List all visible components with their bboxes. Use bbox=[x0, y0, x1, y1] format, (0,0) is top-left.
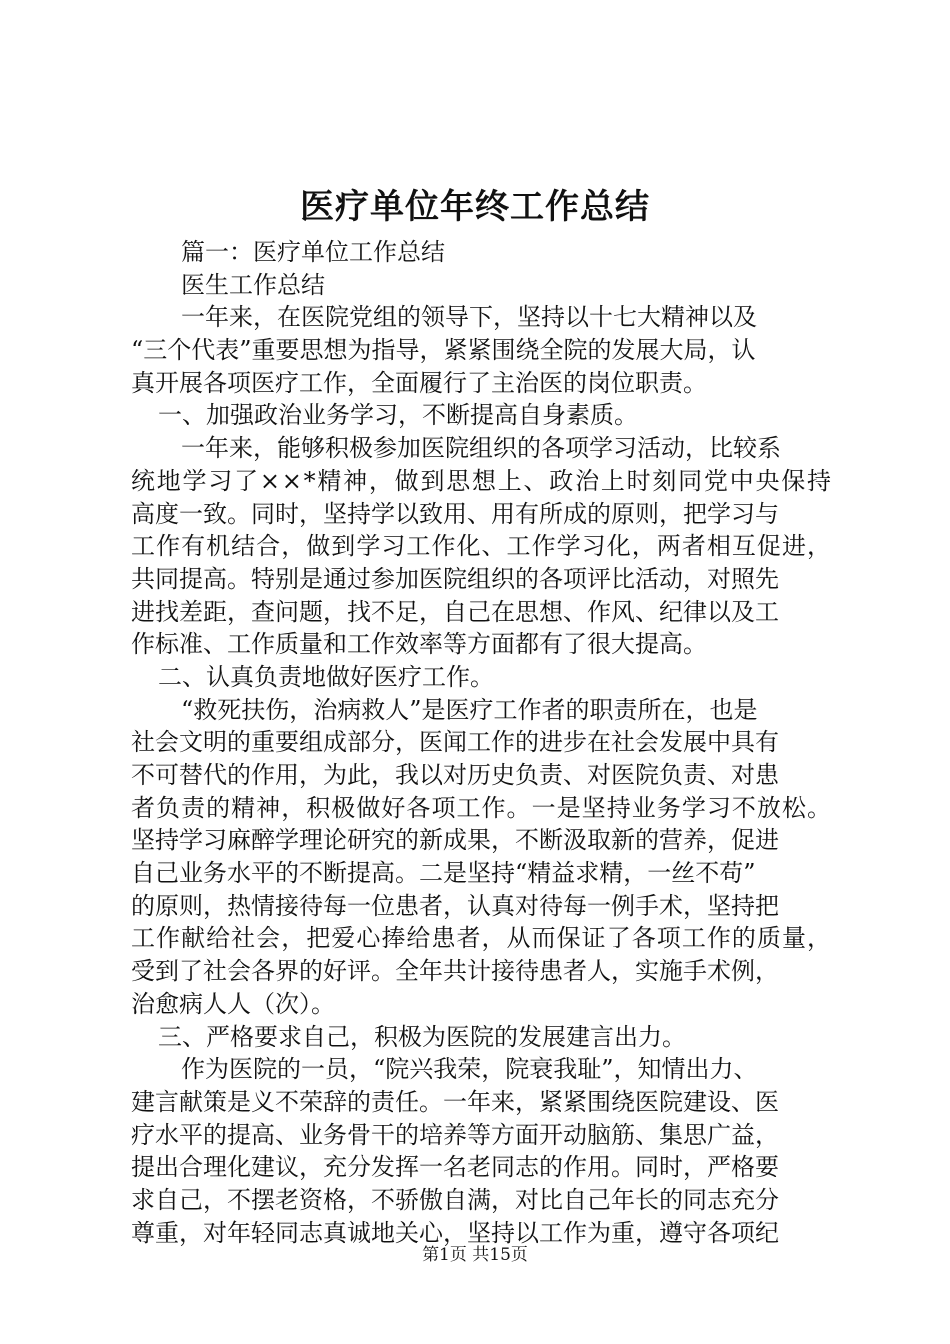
text-line-content: 二、认真负责地做好医疗工作。 bbox=[158, 662, 494, 691]
text-line-content: 一、加强政治业务学习，不断提高自身素质。 bbox=[158, 401, 638, 430]
text-line-content: 进找差距，查问题，找不足，自己在思想、作风、纪律以及工 bbox=[131, 597, 779, 626]
text-line bbox=[131, 530, 831, 563]
text-line bbox=[131, 955, 831, 988]
text-line-content: “三个代表”重要思想为指导，紧紧围绕全院的发展大局，认 bbox=[131, 336, 756, 365]
text-line-content: 统地学习了××*精神，做到思想上、政治上时刻同党中央保持 bbox=[131, 466, 833, 495]
text-line bbox=[131, 661, 831, 694]
text-line-content: 尊重，对年轻同志真诚地关心，坚持以工作为重，遵守各项纪 bbox=[131, 1218, 779, 1247]
text-line bbox=[131, 563, 831, 596]
text-line-content: 自己业务水平的不断提高。二是坚持“精益求精，一丝不苟” bbox=[131, 859, 756, 888]
text-line bbox=[131, 1021, 831, 1054]
document-body bbox=[131, 236, 831, 1249]
text-line bbox=[131, 367, 831, 400]
text-line-content: 坚持学习麻醉学理论研究的新成果，不断汲取新的营养，促进 bbox=[131, 826, 779, 855]
text-line bbox=[131, 759, 831, 792]
text-line-content: 求自己，不摆老资格，不骄傲自满，对比自己年长的同志充分 bbox=[131, 1185, 779, 1214]
text-line bbox=[131, 1119, 831, 1152]
text-line bbox=[131, 1053, 831, 1086]
page-footer: 第1页 共15页 bbox=[422, 1245, 528, 1265]
text-line bbox=[131, 498, 831, 531]
text-line bbox=[131, 1086, 831, 1119]
text-line-content: 三、严格要求自己，积极为医院的发展建言出力。 bbox=[158, 1022, 686, 1051]
text-line bbox=[131, 399, 831, 432]
text-line bbox=[131, 628, 831, 661]
text-line bbox=[131, 269, 831, 302]
text-line bbox=[131, 1184, 831, 1217]
text-line-content: 一年来，在医院党组的领导下，坚持以十七大精神以及 bbox=[181, 303, 757, 332]
text-line bbox=[131, 988, 831, 1021]
text-line-content: 社会文明的重要组成部分，医闻工作的进步在社会发展中具有 bbox=[131, 728, 779, 757]
text-line bbox=[131, 694, 831, 727]
text-line-content: 医生工作总结 bbox=[181, 270, 325, 299]
text-line bbox=[131, 857, 831, 890]
text-line-content: 工作有机结合，做到学习工作化、工作学习化，两者相互促进， bbox=[131, 532, 833, 561]
text-line-content: 作标准、工作质量和工作效率等方面都有了很大提高。 bbox=[131, 630, 707, 659]
text-line-content: 共同提高。特别是通过参加医院组织的各项评比活动，对照先 bbox=[131, 564, 779, 593]
text-line-content: 的原则，热情接待每一位患者，认真对待每一例手术，坚持把 bbox=[131, 891, 779, 920]
text-line bbox=[131, 596, 831, 629]
text-line-content: 建言献策是义不荣辞的责任。一年来，紧紧围绕医院建设、医 bbox=[131, 1087, 779, 1116]
text-line bbox=[131, 432, 831, 465]
text-line bbox=[131, 824, 831, 857]
text-line-content: 真开展各项医疗工作，全面履行了主治医的岗位职责。 bbox=[131, 368, 707, 397]
text-line bbox=[131, 922, 831, 955]
text-line-content: 篇一：医疗单位工作总结 bbox=[181, 238, 445, 266]
text-line bbox=[131, 334, 831, 367]
text-line-content: 工作献给社会，把爱心捧给患者，从而保证了各项工作的质量， bbox=[131, 924, 833, 953]
text-line-content: 治愈病人人（次）。 bbox=[131, 989, 335, 1018]
text-line bbox=[131, 465, 831, 498]
text-line bbox=[131, 301, 831, 334]
document-title: 医疗单位年终工作总结 bbox=[300, 187, 650, 227]
text-line-content: 一年来，能够积极参加医院组织的各项学习活动，比较系 bbox=[181, 434, 781, 463]
text-line bbox=[131, 890, 831, 923]
text-line bbox=[131, 726, 831, 759]
text-line-content: 高度一致。同时，坚持学以致用、用有所成的原则，把学习与 bbox=[131, 499, 779, 528]
text-line bbox=[131, 792, 831, 825]
text-line-content: 者负责的精神，积极做好各项工作。一是坚持业务学习不放松。 bbox=[131, 793, 833, 822]
text-line bbox=[131, 236, 831, 269]
text-line-content: “救死扶伤，治病救人”是医疗工作者的职责所在，也是 bbox=[181, 695, 758, 724]
text-line-content: 作为医院的一员，“院兴我荣，院衰我耻”，知情出力、 bbox=[181, 1055, 758, 1084]
text-line-content: 提出合理化建议，充分发挥一名老同志的作用。同时，严格要 bbox=[131, 1153, 779, 1182]
text-line-content: 受到了社会各界的好评。全年共计接待患者人，实施手术例， bbox=[131, 957, 779, 986]
text-line-content: 不可替代的作用，为此，我以对历史负责、对医院负责、对患 bbox=[131, 761, 779, 789]
text-line bbox=[131, 1151, 831, 1184]
text-line-content: 疗水平的提高、业务骨干的培养等方面开动脑筋、集思广益， bbox=[131, 1120, 779, 1149]
